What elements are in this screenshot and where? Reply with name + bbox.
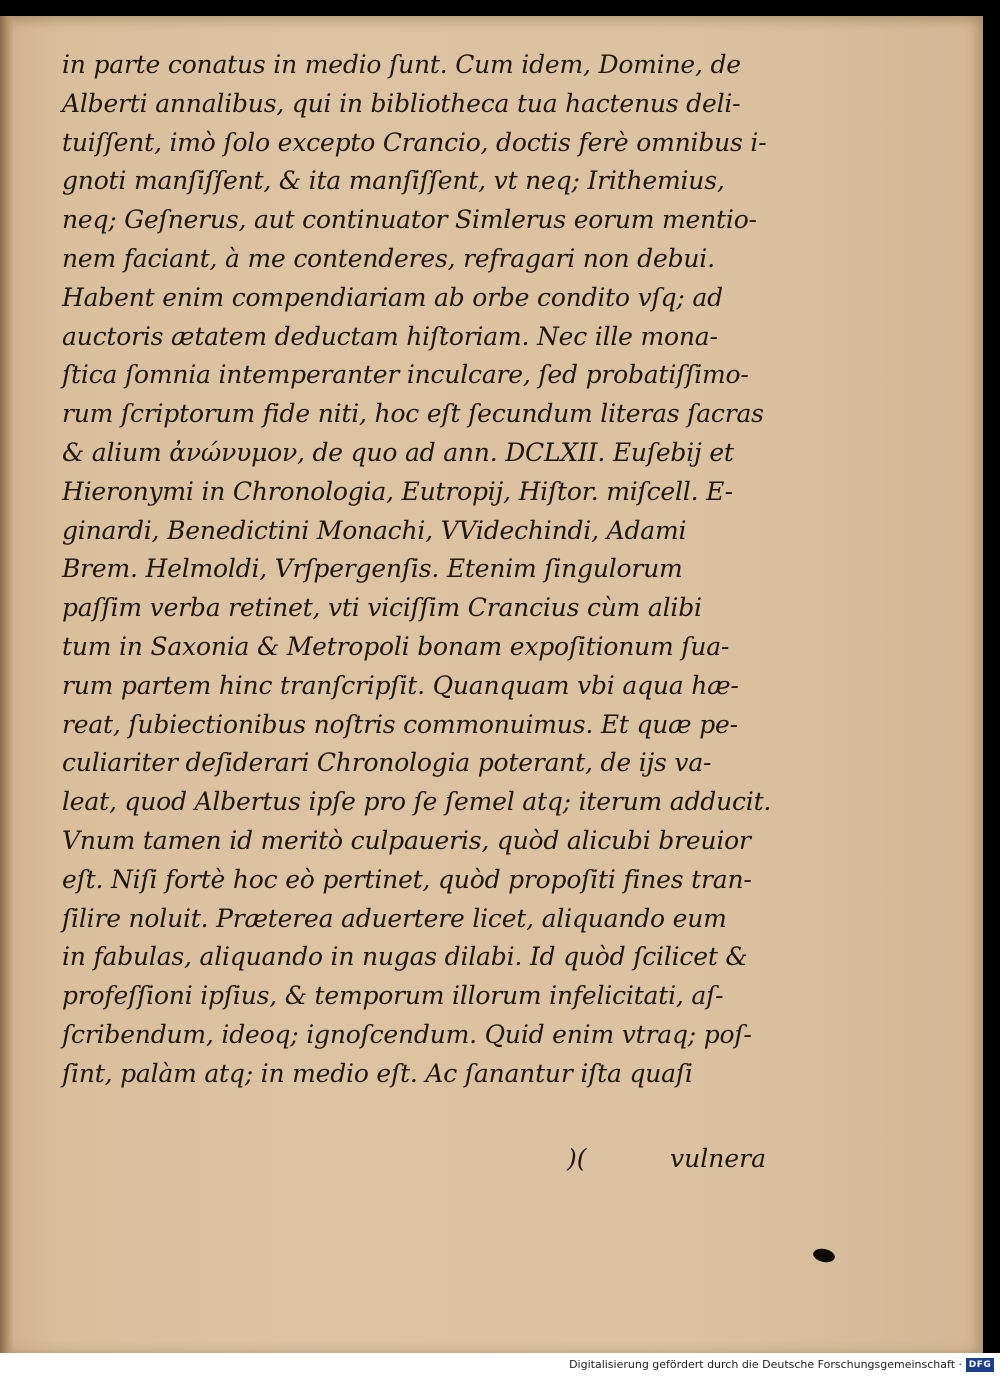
text-line: reat, ſubiectionibus noſtris commonuimus. Et quæ pe- <box>62 709 738 739</box>
text-line: Vnum tamen id meritò culpaueris, quòd alicubi breuior <box>62 825 751 855</box>
ink-spot <box>812 1247 836 1264</box>
text-line: ſcribendum, ideoq; ignoſcendum. Quid enim vtraq; poſ- <box>62 1019 752 1049</box>
text-line: gnoti manſiſſent, & ita manſiſſent, vt neq; Irithemius, <box>62 166 725 196</box>
text-line: in parte conatus in medio ſunt. Cum idem, Domine, de <box>62 50 741 79</box>
text-line: & alium ἀνώνυμον, de quo ad ann. DCLXII. Euſebij et <box>62 437 734 467</box>
text-line: Habent enim compendiariam ab orbe condito vſq; ad <box>62 282 723 312</box>
text-line: leat, quod Albertus ipſe pro ſe ſemel atq; iterum adducit. <box>62 787 772 817</box>
signature-mark: )( <box>567 1144 587 1173</box>
book-page <box>0 16 983 1353</box>
catchword: vulnera <box>670 1144 766 1173</box>
text-line: eſt. Niſi fortè hoc eò pertinet, quòd propoſiti fines tran- <box>62 864 752 894</box>
text-line: ſilire noluit. Præterea aduertere licet, aliquando eum <box>62 903 727 933</box>
dfg-logo-icon: DFG <box>966 1358 994 1372</box>
text-line: tuiſſent, imò ſolo excepto Crancio, doctis ferè omnibus i- <box>62 127 767 157</box>
text-line: Alberti annalibus, qui in bibliotheca tua hactenus deli- <box>62 88 741 118</box>
text-line: rum ſcriptorum fide niti, hoc eſt ſecundum literas ſacras <box>62 399 764 429</box>
text-line: tum in Saxonia & Metropoli bonam expoſitionum ſua- <box>62 631 730 661</box>
text-line: ſint, palàm atq; in medio eſt. Ac ſanantur iſta quaſi <box>62 1058 693 1088</box>
text-line: Hieronymi in Chronologia, Eutropij, Hiſtor. miſcell. E- <box>62 476 733 506</box>
text-line: ginardi, Benedictini Monachi, VVidechindi, Adami <box>62 515 687 545</box>
body-text <box>62 46 772 1094</box>
funding-credit: Digitalisierung gefördert durch die Deutsche Forschungsgemeinschaft · <box>569 1358 962 1371</box>
text-line: ſtica ſomnia intemperanter inculcare, ſed probatiſſimo- <box>62 360 749 390</box>
text-line: paſſim verba retinet, vti viciſſim Crancius cùm alibi <box>62 593 702 623</box>
text-line: neq; Geſnerus, aut continuator Simlerus eorum mentio- <box>62 205 757 235</box>
page-gutter <box>0 16 14 1353</box>
text-line: auctoris ætatem deductam hiſtoriam. Nec ille mona- <box>62 321 718 351</box>
text-line: rum partem hinc tranſcripſit. Quanquam vbi aqua hæ- <box>62 670 739 700</box>
text-line: nem faciant, à me contenderes, refragari non debui. <box>62 243 715 273</box>
text-line: profeſſioni ipſius, & temporum illorum infelicitati, aſ- <box>62 981 724 1011</box>
text-line: culiariter deſiderari Chronologia poterant, de ijs va- <box>62 748 712 778</box>
text-line: Brem. Helmoldi, Vrſpergenſis. Etenim ſingulorum <box>62 554 683 584</box>
page-foot <box>62 1144 772 1184</box>
footer-bar <box>0 1353 1000 1378</box>
text-line: in fabulas, aliquando in nugas dilabi. Id quòd ſcilicet & <box>62 942 748 972</box>
